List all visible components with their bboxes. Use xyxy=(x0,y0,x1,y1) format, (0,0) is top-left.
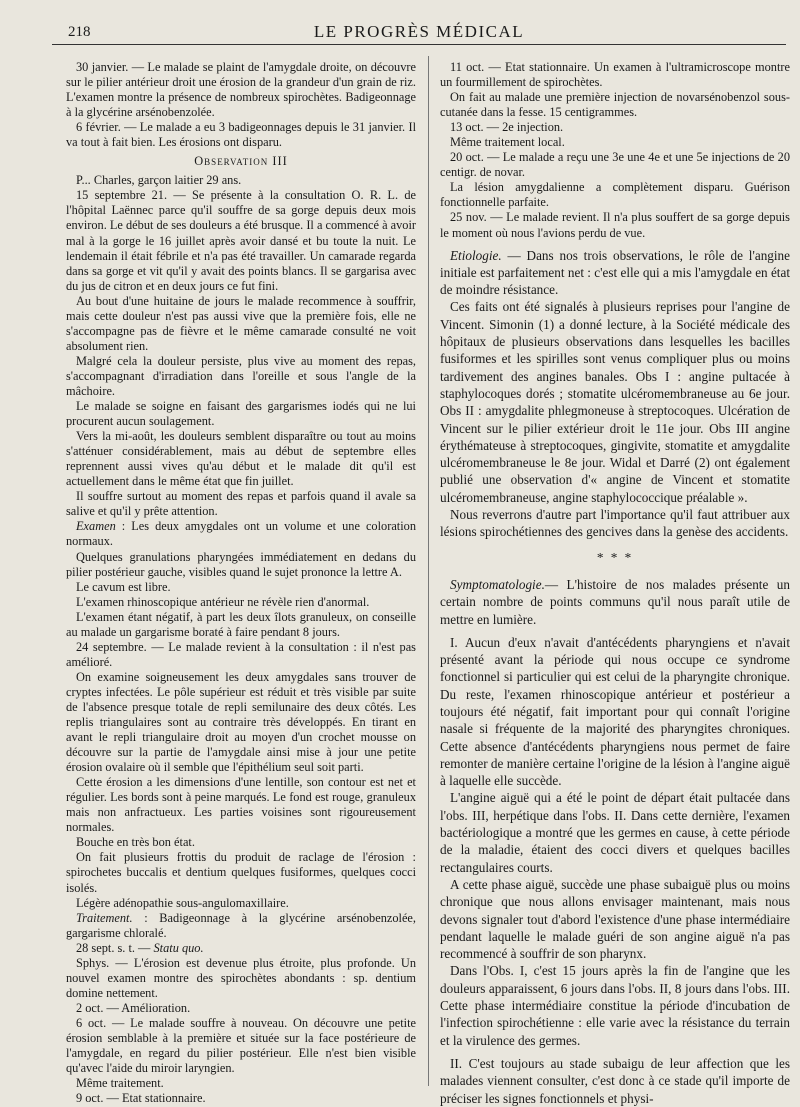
paragraph: La lésion amygdalienne a complètement disparu. Guérison fonctionnelle parfaite. xyxy=(440,180,790,210)
column-divider xyxy=(428,56,429,1086)
paragraph: Légère adénopathie sous-angulomaxillaire. xyxy=(76,895,289,910)
paragraph-text: : Badigeonnage à la glycérine arsénobenzolée, gargarisme chloralé. xyxy=(66,910,416,940)
paragraph xyxy=(66,941,416,956)
paragraph-text: : Les deux amygdales ont un volume et une coloration normaux. xyxy=(66,519,416,549)
section-label: Etiologie. xyxy=(450,247,502,263)
paragraph: L'examen étant négatif, à part les deux îlots granuleux, on conseille au malade un gargarisme boraté à faire pendant 8 jours. xyxy=(66,609,416,639)
paragraph: II. C'est toujours au stade subaigu de leur affection que les malades viennent consulter, c'est donc à ce stade qu'il importe de préciser les signes fonctionnels et physi- xyxy=(440,1055,790,1106)
paragraph: Il souffre surtout au moment des repas et parfois quand il avale sa salive et qu'il y prête attention. xyxy=(66,489,416,519)
paragraph: L'examen rhinoscopique antérieur ne révèle rien d'anormal. xyxy=(76,594,370,609)
paragraph: 11 oct. — Etat stationnaire. Un examen à l'ultramicroscope montre un fourmillement de spirochètes. xyxy=(440,60,790,90)
paragraph: Nous reverrons d'autre part l'importance qu'il faut attribuer aux lésions spirochétiennes des gencives dans la genèse des accidents. xyxy=(440,507,790,540)
paragraph: Le cavum est libre. xyxy=(76,579,171,594)
paragraph: 15 septembre 21. — Se présente à la consultation O. R. L. de l'hôpital Laënnec parce qu'il souffre de sa gorge depuis deux mois environ. Le début de ses douleurs a été brusque. Il a commencé à avoir mal à la gorge le 16 juillet après avoir dansé et bu toute la nuit. Le lendemain il était fébrile et n'a pas été travailler. Un camarade regarda dans sa gorge et vit qu'il y avait des points blancs. Il se gargarisa avec du jus de citron et en deux jours ce fut fini. xyxy=(66,188,416,293)
paragraph: Malgré cela la douleur persiste, plus vive au moment des repas, s'accompagnant d'irradiation dans l'oreille et sous l'angle de la mâchoire. xyxy=(66,353,416,398)
section-label: Symptomatologie. xyxy=(450,576,545,592)
paragraph xyxy=(440,576,790,628)
paragraph xyxy=(440,247,790,299)
paragraph: 6 février. — Le malade a eu 3 badigeonnages depuis le 31 janvier. Il va tout à fait bien. Les érosions ont disparu. xyxy=(66,120,416,150)
paragraph: L'angine aiguë qui a été le point de départ était pultacée dans l'obs. III, herpétique dans l'obs. II. Dans cette dernière, l'examen bactériologique a montré que les germes en cause, à cette période de la maladie, étaient des cocci divers et quelques bacilles rectangulaires courts. xyxy=(440,790,790,875)
paragraph: 9 oct. — Etat stationnaire. xyxy=(76,1091,206,1106)
page-number: 218 xyxy=(68,24,91,40)
paragraph: 6 oct. — Le malade souffre à nouveau. On découvre une petite érosion semblable à la première et située sur la face postérieure de l'amygdale, en regard du pilier postérieur. Elle n'est bien visible qu'avec l'aide du miroir laryngien. xyxy=(66,1015,416,1076)
section-separator: * * * xyxy=(596,549,634,565)
paragraph: A cette phase aiguë, succède une phase subaiguë plus ou moins chronique que nous allons envisager maintenant, mais nous devons signaler tout d'abord l'existence d'une phase intermédiaire pendant laquelle le malade guéri de son angine aiguë n'a pas recommencé à souffrir de son pharynx. xyxy=(440,876,790,962)
paragraph: On fait plusieurs frottis du produit de raclage de l'érosion : spirochetes buccalis et dentium quelques fusiformes, quelques cocci isolés. xyxy=(66,850,416,895)
paragraph: Bouche en très bon état. xyxy=(76,835,195,850)
paragraph: Le malade se soigne en faisant des gargarismes iodés qui ne lui procurent aucun soulagement. xyxy=(66,399,416,429)
paragraph: 13 oct. — 2e injection. xyxy=(450,120,564,135)
paragraph: Sphys. — L'érosion est devenue plus étroite, plus profonde. Un nouvel examen montre des spirochètes abondants : sp. dentium domine nettement. xyxy=(66,955,416,1000)
paragraph: Vers la mi-août, les douleurs semblent disparaître ou tout au moins s'atténuer considérablement, mais au début de septembre elles reprennent aussi vives qu'au début et le malade dit qu'il est actuellement dans le même état que fin juillet. xyxy=(66,429,416,489)
paragraph: Même traitement. xyxy=(76,1076,164,1091)
paragraph xyxy=(66,911,416,941)
paragraph: 2 oct. — Amélioration. xyxy=(76,1000,191,1015)
paragraph: On fait au malade une première injection de novarsénobenzol sous-cutanée dans la fesse. 15 centigrammes. xyxy=(440,90,790,120)
paragraph: Cette érosion a les dimensions d'une lentille, son contour est net et régulier. Les bords sont à peine marqués. Le fond est rouge, granuleux mais non anfractueux. Les parties voisines sont rigoureusement normales. xyxy=(66,775,416,835)
paragraph: P... Charles, garçon laitier 29 ans. xyxy=(76,173,242,188)
paragraph: Quelques granulations pharyngées immédiatement en dedans du pilier postérieur gauche, visibles quand le sujet prononce la lettre A. xyxy=(66,549,416,579)
paragraph: Ces faits ont été signalés à plusieurs reprises pour l'angine de Vincent. Simonin (1) a donné lecture, à la Société médicale des hôpitaux de plusieurs observations dans lesquelles les bacilles fusiformes et les spirilles sont venus compliquer plus ou moins tardivement des angines banales. Obs I : angine pultacée à staphylocoques dorés ; stomatite ulcéromembraneuse au 6e jour. Obs II : amygdalite phlegmoneuse à streptocoques. Ulcération de Vincent sur le pilier extérieur droit le 11e jour. Obs III angine érythémateuse à streptocoques, gingivite, stomatite et amygdalite ulcéromembraneuse le 8e jour. Widal et Darré (2) ont également publié une observation d'« angine de Vincent et stomatite ulcéromembraneuse, angine staphylococcique préalable ». xyxy=(440,299,790,505)
observation-heading: Observation III xyxy=(194,154,288,169)
paragraph: I. Aucun d'eux n'avait d'antécédents pharyngiens et n'avait présenté avant la période qui nous occupe ce syndrome fonctionnel si particulier qui est celui de la pharyngite chronique. Du reste, l'examen rhinoscopique antérieur et postérieur a toujours été négatif, fait important pour qui connaît l'origine nasale si fréquente de la majorité des pharyngites chroniques. Cette absence d'antécédents pharyngiens nous permet de faire remonter de manière certaine l'origine de la lésion à l'angine aiguë à laquelle elle succède. xyxy=(440,634,790,789)
section-label: Examen xyxy=(76,519,116,534)
paragraph: 24 septembre. — Le malade revient à la consultation : il n'est pas amélioré. xyxy=(66,639,416,669)
left-column xyxy=(66,60,416,1106)
page-header xyxy=(52,18,786,45)
statu-quo: Statu quo. xyxy=(153,940,204,955)
etiology-section xyxy=(440,247,790,1107)
paragraph-text: — Dans nos trois observations, le rôle de l'angine initiale est parfaitement net : c'est elle qui a mis l'amygdale en état de moindre résistance. xyxy=(440,247,790,298)
paragraph: Même traitement local. xyxy=(450,135,565,150)
journal-title: LE PROGRÈS MÉDICAL xyxy=(313,22,525,41)
paragraph: 25 nov. — Le malade revient. Il n'a plus souffert de sa gorge depuis le moment où nous l'avions perdu de vue. xyxy=(440,210,790,240)
section-label: Traitement. xyxy=(76,910,133,925)
paragraph xyxy=(66,519,416,549)
paragraph-text: — L'histoire de nos malades présente un certain nombre de points communs qu'il nous paraît utile de mettre en lumière. xyxy=(440,576,790,627)
paragraph: 20 oct. — Le malade a reçu une 3e une 4e et une 5e injections de 20 centigr. de novar. xyxy=(440,150,790,180)
paragraph: Au bout d'une huitaine de jours le malade recommence à souffrir, mais cette douleur n'est pas aussi vive que la première fois, elle ne s'accompagne pas de fièvre et le même camarade consulté ne voit absolument rien. xyxy=(66,293,416,353)
date-label: 28 sept. s. t. — xyxy=(76,940,154,955)
paragraph: Dans l'Obs. I, c'est 15 jours après la fin de l'angine que les douleurs apparaissent, 6 jours dans l'obs. II, 8 jours dans l'obs. III. Cette phase intermédiaire constitue la période d'incubation de l'infection spirochétienne : elle varie avec la résistance du terrain et la virulence des germes. xyxy=(440,963,790,1048)
paragraph: On examine soigneusement les deux amygdales sans trouver de cryptes infectées. Le pôle supérieur est réduit et très visible par suite de l'absence presque totale de repli semilunaire des deux côtés. Les replis triangulaires sont au contraire très développés. En tirant en avant le repli triangulaire droit au moyen d'un crochet mousse on découvre sur la partie de l'amygdale ainsi mise à jour une petite érosion ovalaire où il semble que l'épithélium seul soit parti. xyxy=(66,669,416,775)
right-column xyxy=(440,60,790,1107)
paragraph: 30 janvier. — Le malade se plaint de l'amygdale droite, on découvre sur le pilier antérieur droit une érosion de la grandeur d'un grain de riz. L'examen montre la présence de nombreux spirochètes. Badigeonnage à la glycérine arsénobenzolée. xyxy=(66,60,416,120)
